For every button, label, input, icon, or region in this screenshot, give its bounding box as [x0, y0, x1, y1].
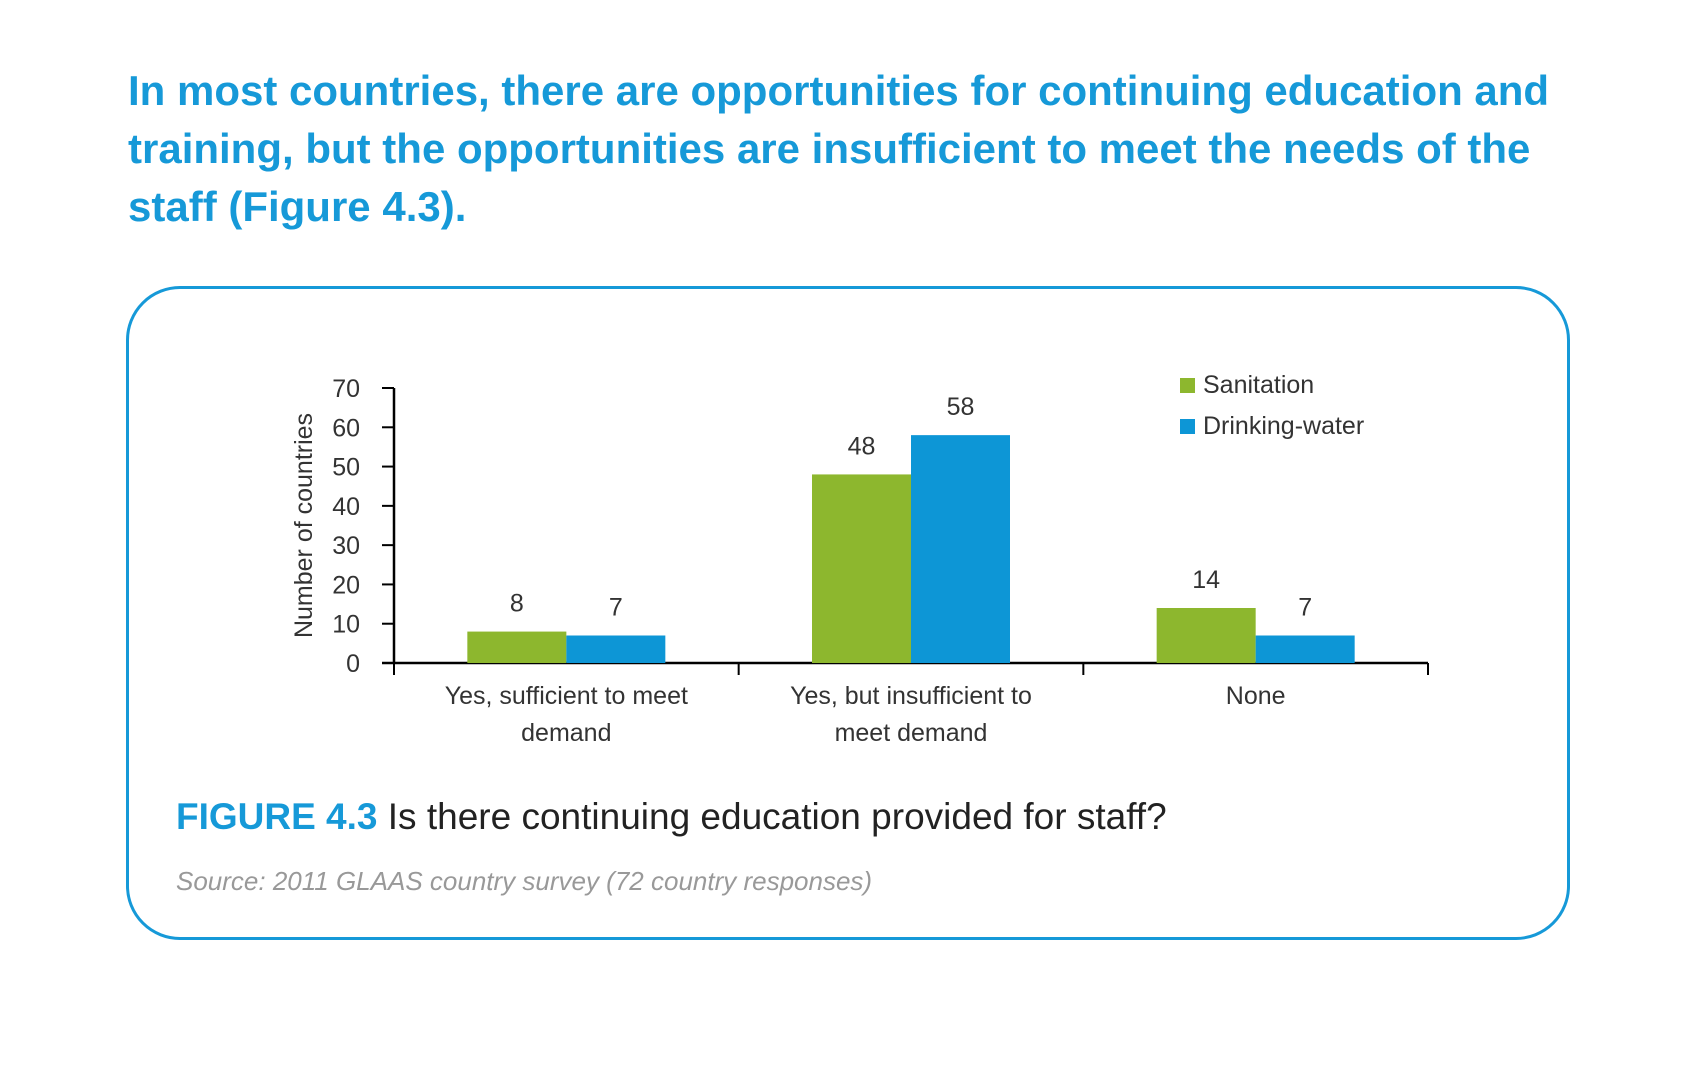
bar-drinking-water	[566, 636, 665, 664]
y-tick-label: 70	[332, 375, 360, 403]
y-tick-label: 10	[332, 610, 360, 639]
bar-sanitation	[467, 632, 566, 663]
bar-drinking-water	[911, 435, 1010, 663]
x-tick-label: meet demand	[834, 719, 988, 747]
y-tick-label: 40	[332, 492, 360, 521]
x-tick-label: Yes, but insufficient to	[790, 682, 1032, 710]
x-tick-label: None	[1225, 682, 1286, 710]
data-label: 7	[608, 593, 623, 622]
figure-caption	[176, 795, 1167, 839]
data-label: 48	[847, 432, 876, 461]
data-label: 7	[1298, 593, 1313, 622]
legend-label: Sanitation	[1203, 371, 1315, 399]
figure-title: Is there continuing education provided for staff?	[387, 796, 1167, 837]
data-label: 8	[509, 589, 524, 618]
legend-label: Drinking-water	[1203, 412, 1365, 440]
y-tick-label: 20	[332, 571, 360, 600]
bar-drinking-water	[1256, 636, 1355, 664]
data-label: 14	[1192, 566, 1221, 594]
y-tick-label: 0	[346, 650, 360, 678]
figure-label: FIGURE 4.3	[176, 796, 378, 837]
y-tick-label: 60	[332, 414, 360, 443]
x-tick-label: Yes, sufficient to meet	[444, 682, 688, 710]
figure-source: Source: 2011 GLAAS country survey (72 country responses)	[176, 866, 873, 896]
y-tick-label: 50	[332, 453, 360, 482]
data-label: 58	[946, 393, 975, 422]
y-tick-label: 30	[332, 532, 360, 561]
legend-swatch	[1180, 419, 1195, 434]
bar-sanitation	[1157, 608, 1256, 663]
bar-sanitation	[812, 474, 911, 663]
y-axis-label: Number of countries	[290, 412, 318, 639]
x-tick-label: demand	[521, 719, 612, 747]
headline: In most countries, there are opportunities for continuing education and training, but the opportunities are insufficient to meet the needs of the staff (Figure 4.3).	[128, 67, 1550, 230]
legend-swatch	[1180, 378, 1195, 393]
